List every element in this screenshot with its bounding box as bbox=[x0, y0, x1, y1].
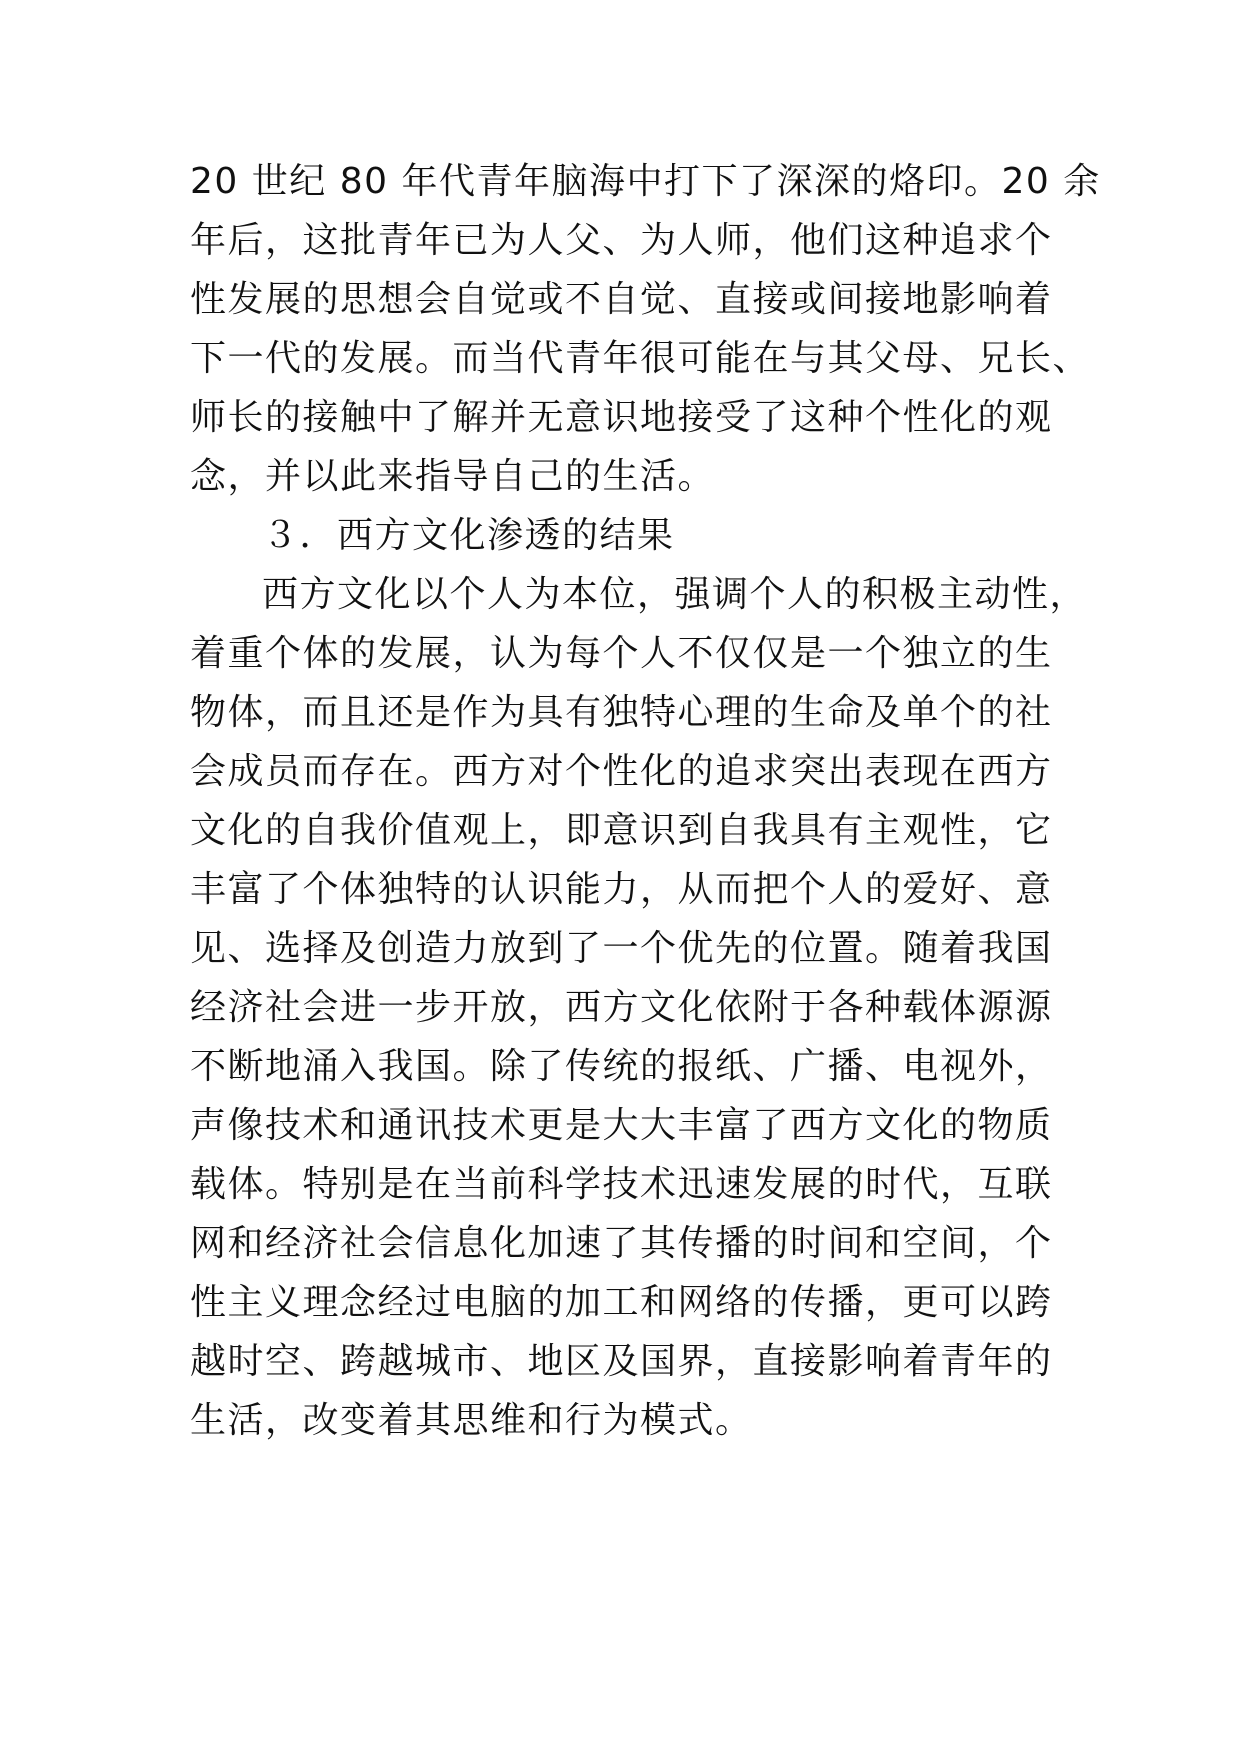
paragraph-line: 念，并以此来指导自己的生活。 bbox=[190, 456, 716, 497]
paragraph-line: 20 世纪 80 年代青年脑海中打下了深深的烙印。20 余 bbox=[190, 161, 1101, 202]
paragraph-line: 越时空、跨越城市、地区及国界，直接影响着青年的 bbox=[190, 1341, 1053, 1382]
paragraph-line: 性发展的思想会自觉或不自觉、直接或间接地影响着 bbox=[190, 279, 1053, 320]
paragraph-line: 经济社会进一步开放，西方文化依附于各种载体源源 bbox=[190, 987, 1053, 1028]
paragraph-line: 网和经济社会信息化加速了其传播的时间和空间，个 bbox=[190, 1223, 1053, 1264]
paragraph-line: 西方文化以个人为本位，强调个人的积极主动性， bbox=[262, 574, 1088, 615]
paragraph-line: 着重个体的发展，认为每个人不仅仅是一个独立的生 bbox=[190, 633, 1053, 674]
paragraph-line: 见、选择及创造力放到了一个优先的位置。随着我国 bbox=[190, 928, 1053, 969]
body-text bbox=[190, 152, 1101, 1450]
paragraph-line: 丰富了个体独特的认识能力，从而把个人的爱好、意 bbox=[190, 869, 1053, 910]
paragraph-line: 生活，改变着其思维和行为模式。 bbox=[190, 1400, 753, 1441]
paragraph-line: 物体，而且还是作为具有独特心理的生命及单个的社 bbox=[190, 692, 1053, 733]
paragraph-line: 会成员而存在。西方对个性化的追求突出表现在西方 bbox=[190, 751, 1053, 792]
paragraph-line: 下一代的发展。而当代青年很可能在与其父母、兄长、 bbox=[190, 338, 1091, 379]
paragraph-line: 年后，这批青年已为人父、为人师，他们这种追求个 bbox=[190, 220, 1053, 261]
paragraph-line: 载体。特别是在当前科学技术迅速发展的时代，互联 bbox=[190, 1164, 1053, 1205]
paragraph-line: 声像技术和通讯技术更是大大丰富了西方文化的物质 bbox=[190, 1105, 1053, 1146]
section-heading: ３．西方文化渗透的结果 bbox=[262, 515, 675, 556]
paragraph-line: 师长的接触中了解并无意识地接受了这种个性化的观 bbox=[190, 397, 1053, 438]
paragraph-line: 文化的自我价值观上，即意识到自我具有主观性，它 bbox=[190, 810, 1053, 851]
paragraph-line: 性主义理念经过电脑的加工和网络的传播，更可以跨 bbox=[190, 1282, 1053, 1323]
paragraph-line: 不断地涌入我国。除了传统的报纸、广播、电视外， bbox=[190, 1046, 1053, 1087]
